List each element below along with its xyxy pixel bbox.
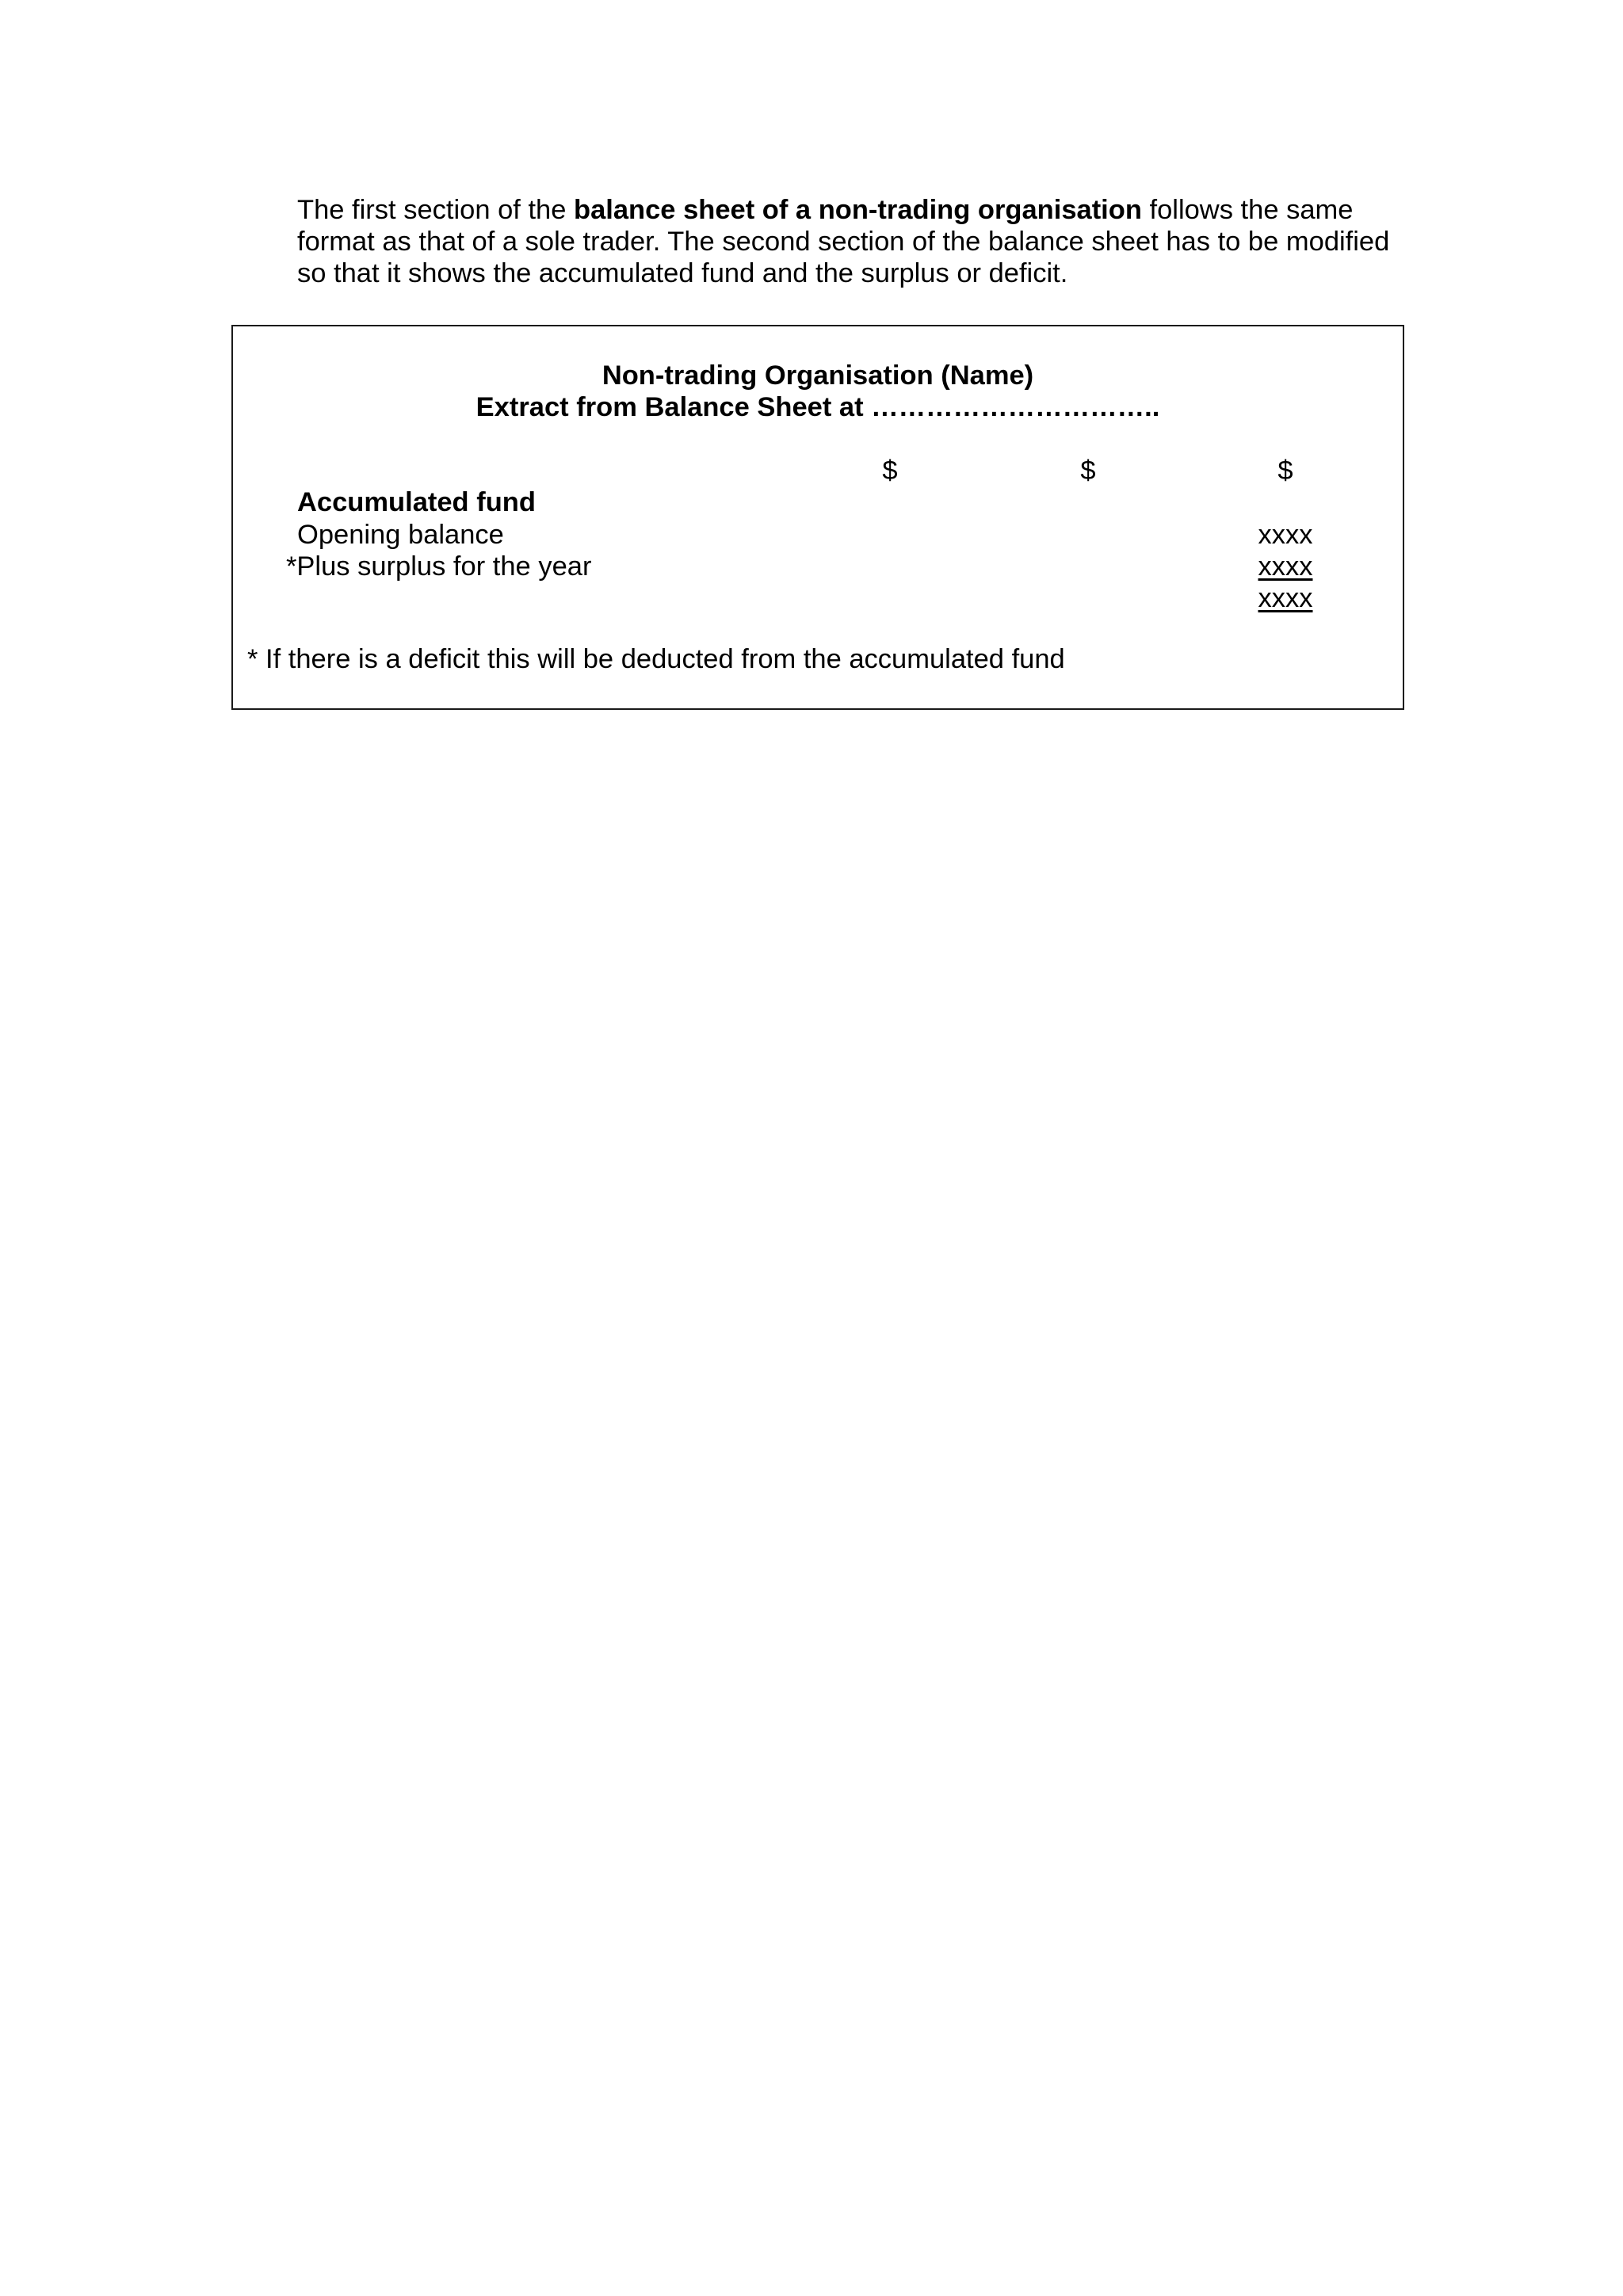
accumulated-fund-heading: Accumulated fund xyxy=(297,487,536,517)
balance-sheet-extract-box xyxy=(231,325,1404,710)
surplus-amount xyxy=(1230,551,1341,582)
intro-text-before: The first section of the xyxy=(297,195,574,225)
opening-balance-label: Opening balance xyxy=(297,520,504,550)
opening-balance-amount xyxy=(1230,519,1341,551)
total-amount xyxy=(1230,582,1341,614)
deficit-footnote: * If there is a deficit this will be deducted from the accumulated fund xyxy=(247,644,1065,674)
currency-header-1: $ xyxy=(882,456,898,486)
surplus-label: *Plus surplus for the year xyxy=(286,551,592,582)
currency-header-2: $ xyxy=(1080,456,1096,486)
currency-header-3: $ xyxy=(1277,456,1293,486)
intro-bold-phrase: balance sheet of a non-trading organisation xyxy=(574,195,1142,225)
intro-text-after: follows the same format as that of a sole trader. The second section of the balance sheet has to be modified so that it shows the accumulated fund and the surplus or deficit. xyxy=(297,195,1390,288)
intro-paragraph xyxy=(297,194,1423,289)
extract-subtitle: Extract from Balance Sheet at ………………………….. xyxy=(475,392,1160,422)
surplus-value: xxxx xyxy=(1258,551,1313,582)
total-value: xxxx xyxy=(1258,583,1313,613)
extract-title: Non-trading Organisation (Name) xyxy=(601,360,1034,391)
opening-balance-value: xxxx xyxy=(1258,520,1313,550)
